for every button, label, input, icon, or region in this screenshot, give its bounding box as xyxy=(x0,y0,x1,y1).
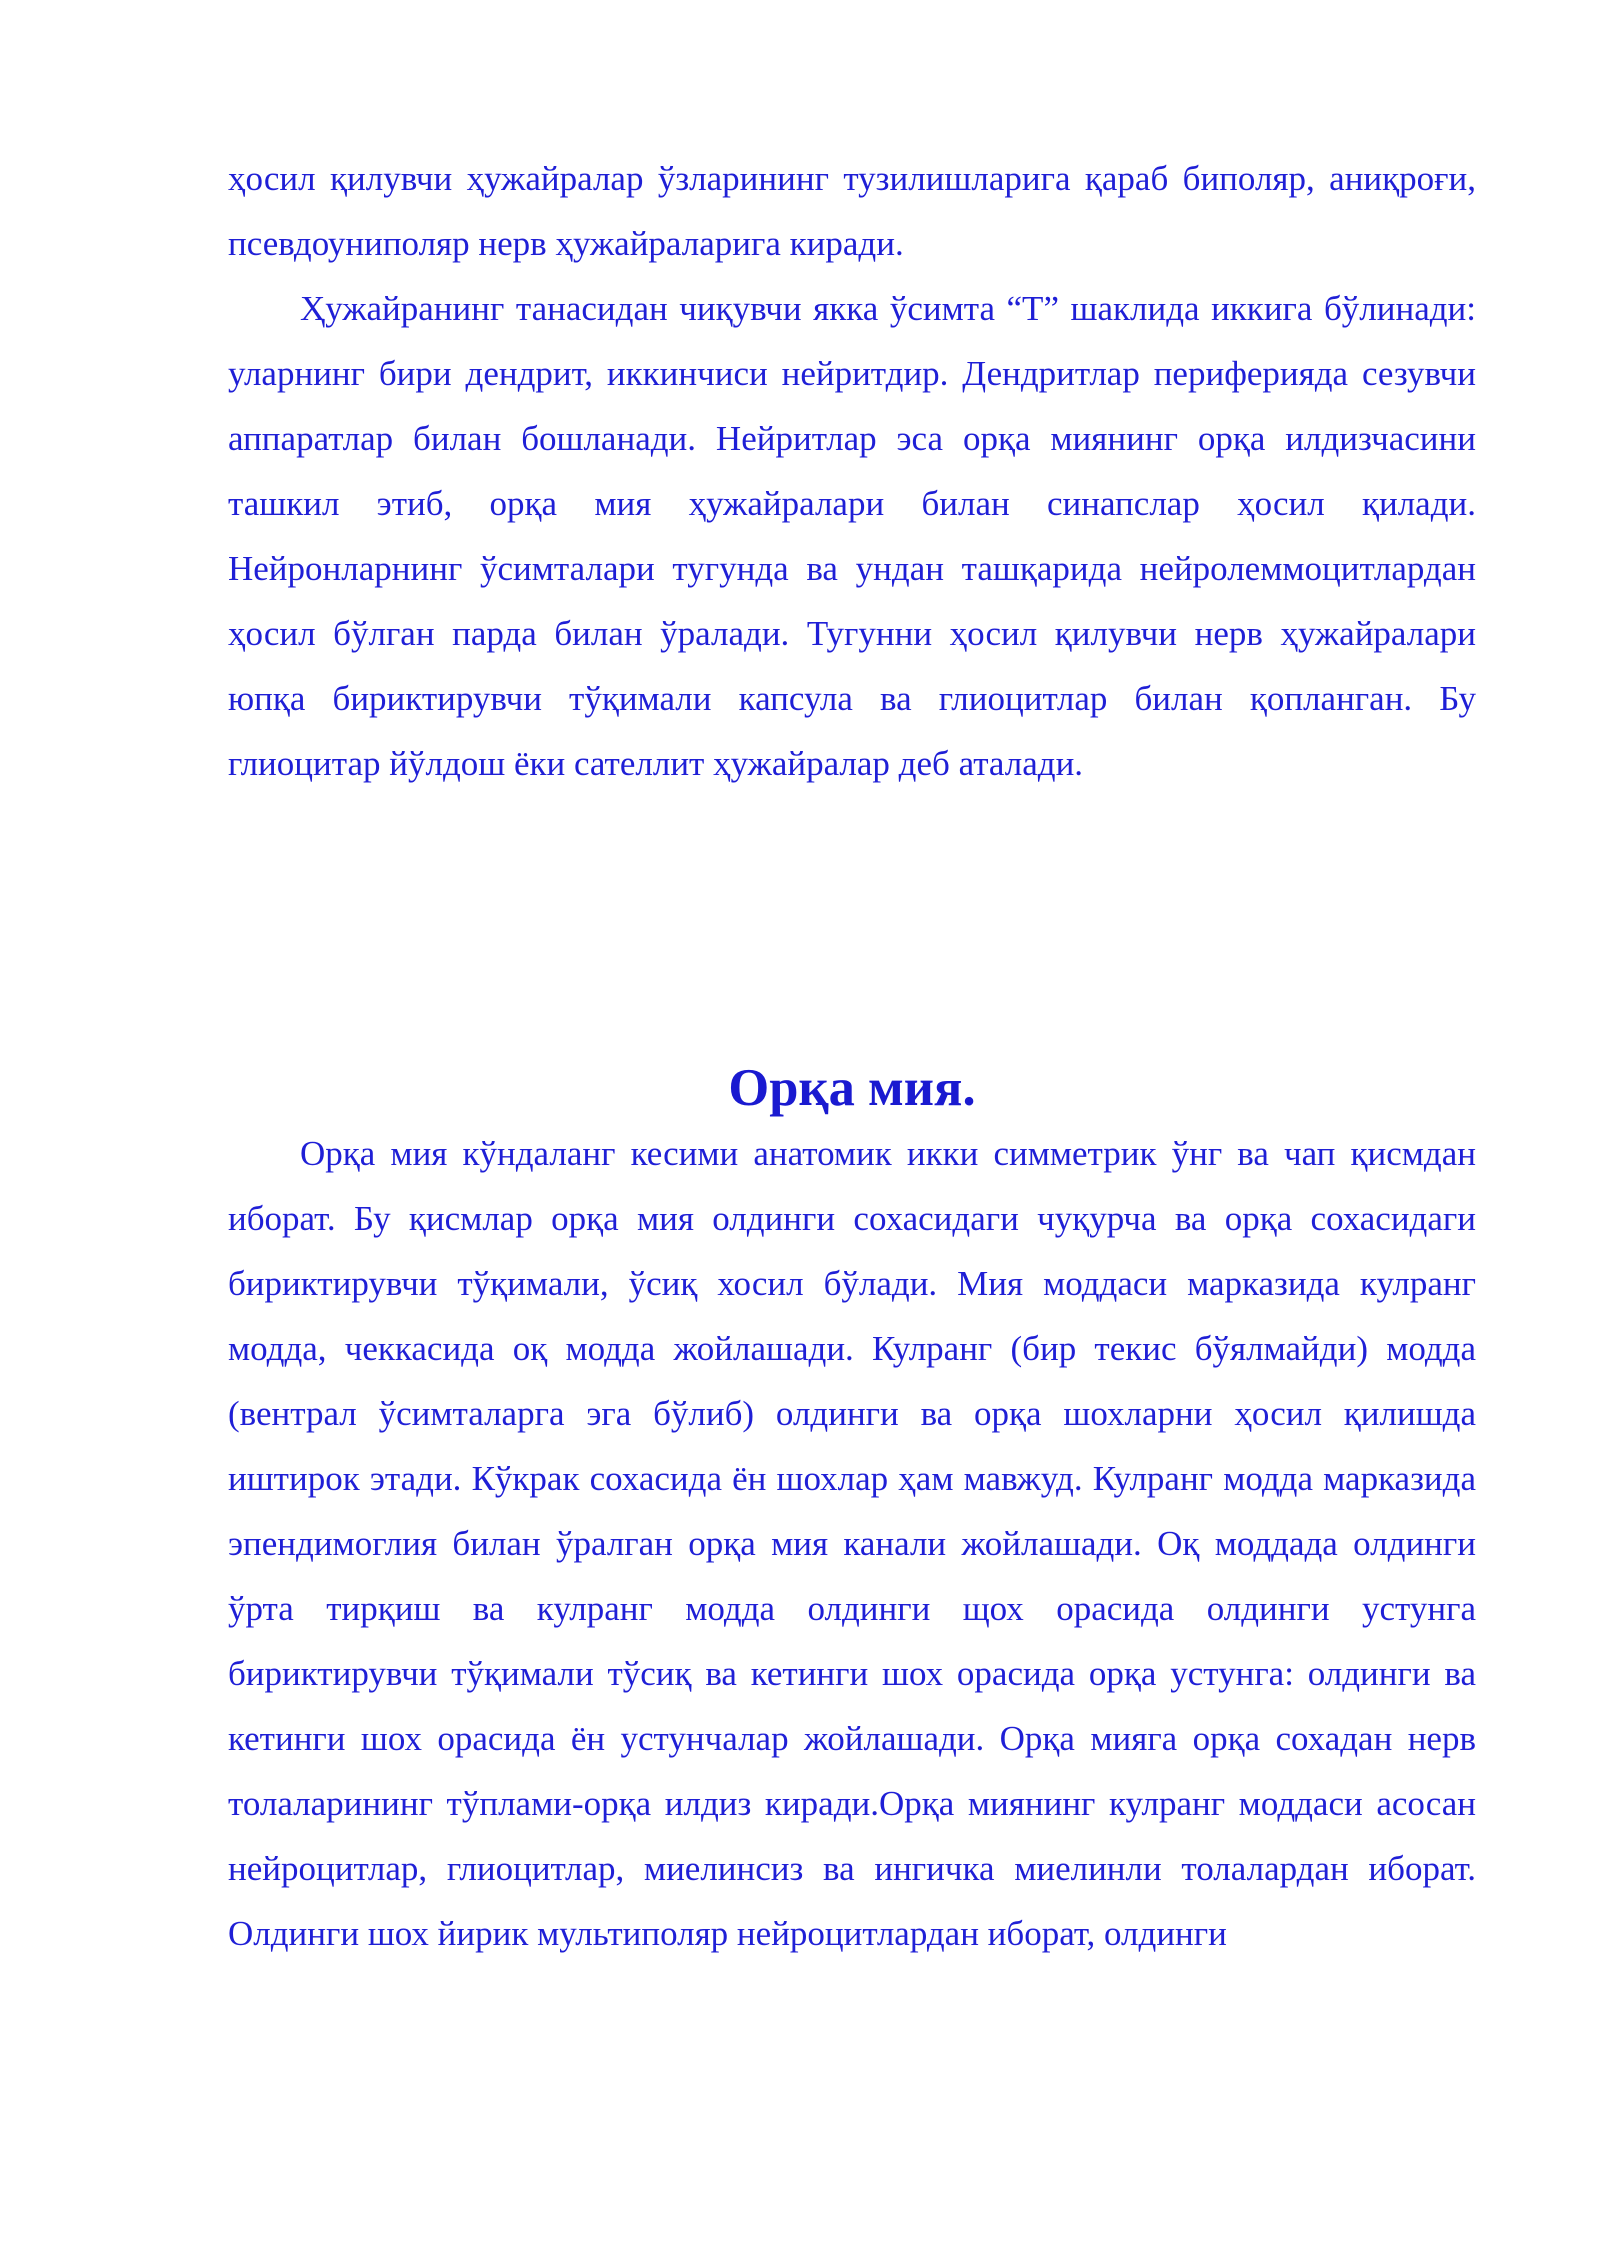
section-heading: Орқа мия. xyxy=(728,1059,976,1117)
paragraph-ganglion-cells: Ҳужайранинг танасидан чиқувчи якка ўсимта “Т” шаклида иккига бўлинади: уларнинг бири дендрит, иккинчиси нейритдир. Дендритлар периферияда сезувчи аппаратлар билан бошланади. Нейритлар эса орқа миянинг орқа илдизчасини ташкил этиб, орқа мия ҳужайралари билан синапслар ҳосил қилади. Нейронларнинг ўсимталари тугунда ва ундан ташқарида нейролеммоцитлардан ҳосил бўлган парда билан ўралади. Тугунни ҳосил қилувчи нерв ҳужайралари юпқа бириктирувчи тўқимали капсула ва глиоцитлар билан қопланган. Бу глиоцитар йўлдош ёки сателлит ҳужайралар деб аталади. xyxy=(228,289,1476,783)
paragraph-spinal-cord: Орқа мия кўндаланг кесими анатомик икки симметрик ўнг ва чап қисмдан иборат. Бу қисмлар орқа мия олдинги сохасидаги чуқурча ва орқа сохасидаги бириктирувчи тўқимали, ўсиқ хосил бўлади. Мия моддаси марказида кулранг модда, чеккасида оқ модда жойлашади. Кулранг (бир текис бўялмайди) модда (вентрал ўсимталарга эга бўлиб) олдинги ва орқа шохларни ҳосил қилишда иштирок этади. Кўкрак сохасида ён шохлар ҳам мавжуд. Кулранг модда марказида эпендимоглия билан ўралган орқа мия канали жойлашади. Оқ моддада олдинги ўрта тирқиш ва кулранг модда олдинги щох орасида олдинги устунга бириктирувчи тўқимали тўсиқ ва кетинги шох орасида орқа устунга: олдинги ва кетинги шох орасида ён устунчалар жойлашади. Орқа мияга орқа сохадан нерв толаларининг тўплами-орқа илдиз киради.Орқа миянинг кулранг моддаси асосан нейроцитлар, глиоцитлар, миелинсиз ва ингичка миелинли толалардан иборат. Олдинги шох йирик мультиполяр нейроцитлардан иборат, олдинги xyxy=(228,1134,1476,1953)
paragraph-continuation: ҳосил қилувчи ҳужайралар ўзларининг тузилишларига қараб биполяр, аниқроғи, псевдоуниполяр нерв ҳужайраларига киради. xyxy=(228,159,1476,263)
section-spacer xyxy=(228,796,1476,1056)
document-page xyxy=(228,146,1476,1966)
